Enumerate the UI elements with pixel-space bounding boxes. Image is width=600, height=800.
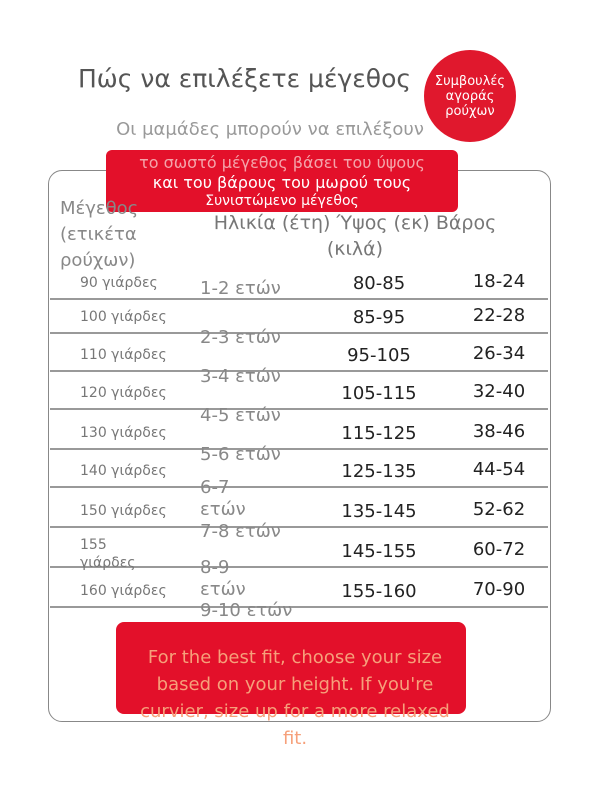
intro-line: το σωστό μέγεθος βάσει του ύψους [139,153,425,172]
size-cell: 130 γιάρδες [80,425,167,441]
size-cell: 100 γιάρδες [80,309,167,325]
height-cell: 85-95 [352,307,406,328]
table-row [50,340,548,372]
table-row [50,456,548,488]
weight-cell: 18-24 [472,271,526,292]
height-cell: 80-85 [352,273,406,294]
intro-line: και του βάρους του μωρού τους [152,173,412,192]
age-label: 7-8 ετών [200,521,281,542]
height-cell: 155-160 [341,581,417,602]
intro-text [60,118,480,142]
weight-cell: 32-40 [472,381,526,402]
table-row [50,418,548,450]
weight-cell: 38-46 [472,421,526,442]
weight-cell: 22-28 [472,305,526,326]
size-cell: 90 γιάρδες [80,275,158,291]
recommended-size-label: Συνιστώμενο μέγεθος [205,193,359,209]
size-cell: 110 γιάρδες [80,347,167,363]
weight-cell: 52-62 [472,499,526,520]
height-cell: 125-135 [341,461,417,482]
intro-line: Οι μαμάδες μπορούν να επιλέξουν [116,119,424,140]
weight-cell: 44-54 [472,459,526,480]
weight-cell: 60-72 [472,539,526,560]
table-row [50,576,548,608]
height-cell: 105-115 [341,383,417,404]
age-label: 2-3 ετών [200,327,281,348]
height-cell: 145-155 [341,541,417,562]
fit-advice-text: For the best fit, choose your size based on your height. If you're curvier, size up for a more relaxed fit. [140,647,450,749]
age-label: 6-7 ετών [200,477,246,520]
height-cell: 135-145 [341,501,417,522]
badge-label: Συμβουλές αγοράς ρούχων [434,73,506,119]
size-column-header: Μέγεθος (ετικέτα ρούχων) [60,198,139,271]
size-cell: 140 γιάρδες [80,463,167,479]
table-row [50,378,548,410]
age-label: 8-9 ετών [200,557,246,600]
table-row [50,268,548,300]
weight-cell: 26-34 [472,343,526,364]
age-height-weight-header: Ηλικία (έτη) Ύψος (εκ) Βάρος (κιλά) [213,212,497,260]
age-label: 1-2 ετών [200,278,281,299]
table-row [50,496,548,528]
size-cell: 120 γιάρδες [80,385,167,401]
page-title: Πώς να επιλέξετε μέγεθος [78,64,412,93]
age-label: 5-6 ετών [200,444,281,465]
size-cell: 160 γιάρδες [80,583,167,599]
age-label: 4-5 ετών [200,405,281,426]
size-cell: 155 γιάρδες [80,537,136,571]
table-row [50,302,548,334]
age-label: 3-4 ετών [200,366,281,387]
height-cell: 115-125 [341,423,417,444]
table-row [50,536,548,571]
age-label: 9-10 ετών [200,600,293,621]
size-cell: 150 γιάρδες [80,503,167,519]
height-cell: 95-105 [347,345,411,366]
weight-cell: 70-90 [472,579,526,600]
